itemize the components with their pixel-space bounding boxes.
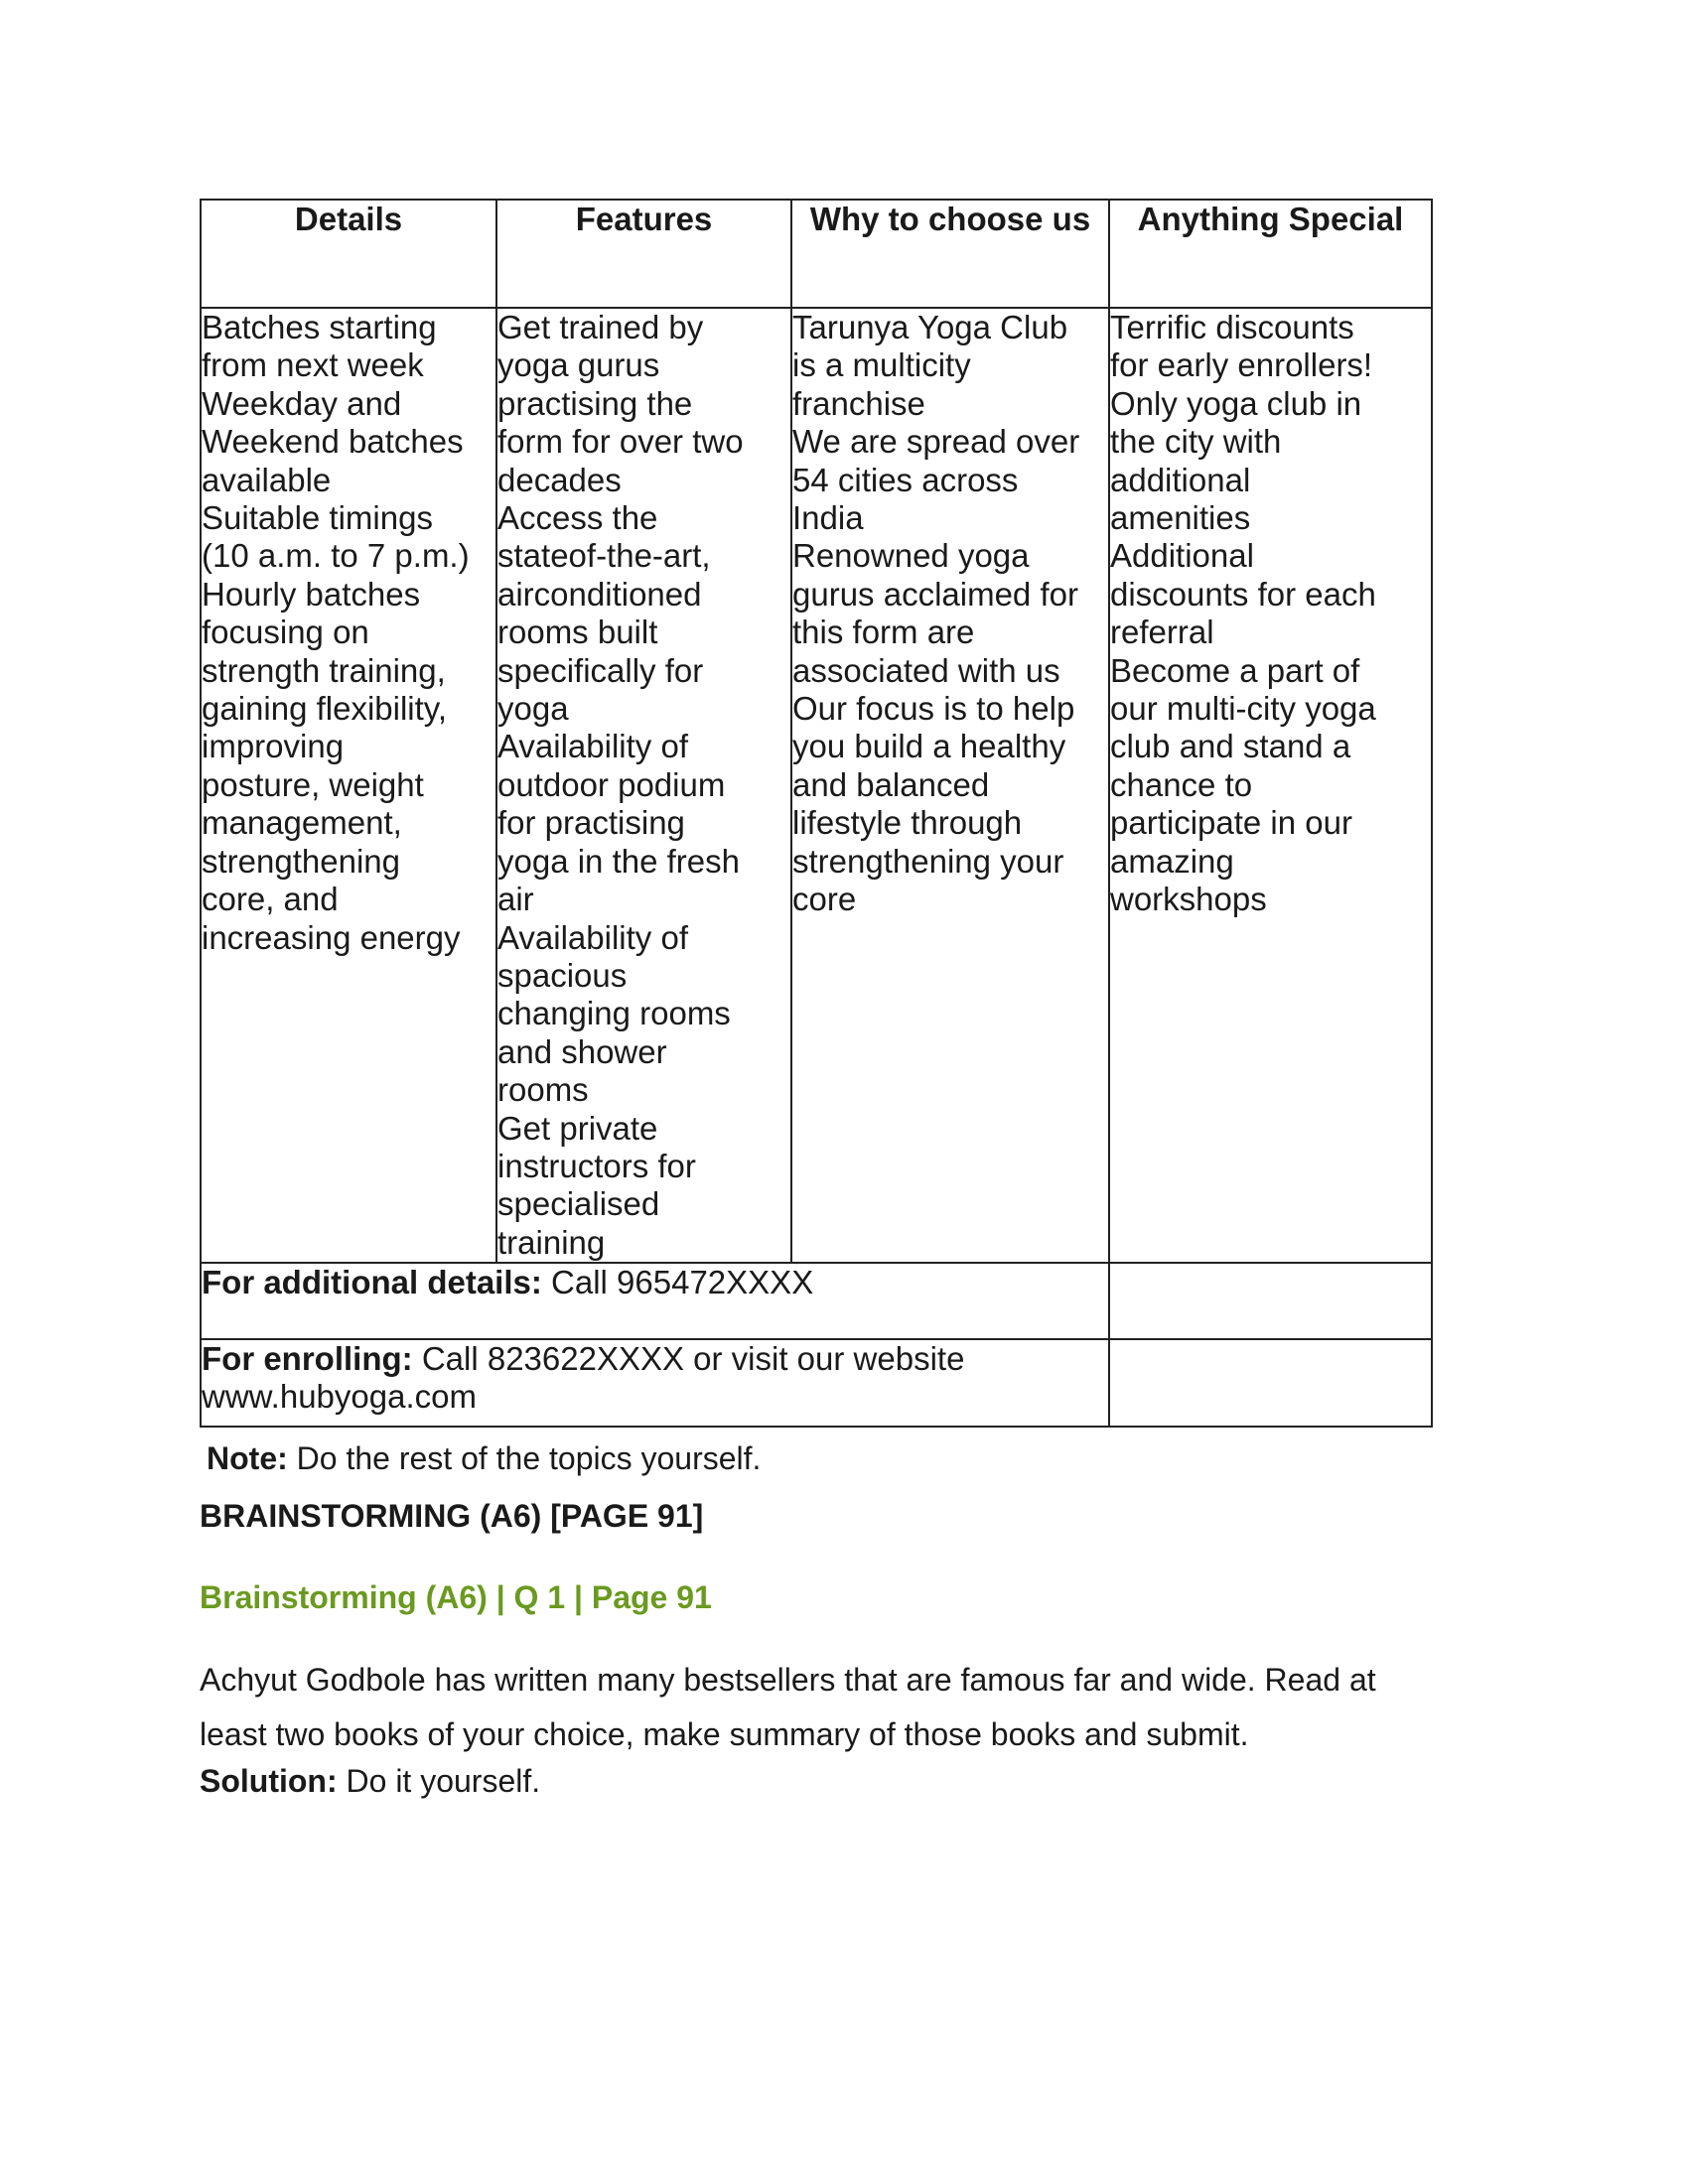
cell-text-line: 54 cities across [792,461,1019,498]
cell-text-line: Only yoga club in [1110,384,1362,422]
cell-text-line: associated with us [792,651,1060,689]
table-header-row [201,200,1432,308]
cell-text-line: gaining flexibility, [202,690,448,728]
cell-text-line: increasing energy [202,918,461,956]
section-heading: BRAINSTORMING (A6) [PAGE 91] [200,1498,704,1534]
cell-text-line: core [792,881,857,918]
cell-text-line: Additional [1110,537,1254,575]
cell-text-line: for practising [497,804,685,842]
enrolling-label: For enrolling: [202,1340,413,1378]
cell-text-line: airconditioned [497,575,702,613]
cell-text-line: (10 a.m. to 7 p.m.) [202,537,470,575]
cell-text-line: strength training, [202,651,446,689]
cell-text-line: training [497,1223,606,1261]
cell-text-line: posture, weight [202,765,424,803]
cell-text-line: rooms built [497,614,658,651]
additional-details-row [201,1263,1432,1339]
cell-text-line: and balanced [792,765,990,803]
anything-special-cell [1109,308,1432,1263]
cell-text-line: Get private [497,1109,658,1147]
cell-text-line: management, [202,804,402,842]
cell-text-line: franchise [792,384,925,422]
cell-text-line: strengthening [202,842,400,880]
cell-text-line: for early enrollers! [1110,346,1373,384]
cell-text-line: available [202,461,332,498]
cell-text-line: this form are [792,614,975,651]
website-text: www.hubyoga.com [202,1378,477,1416]
cell-text-line: air [497,881,534,918]
cell-text-line: yoga in the fresh [497,842,740,880]
details-cell [201,308,496,1263]
cell-text-line: referral [1110,614,1214,651]
cell-text-line: amazing [1110,842,1234,880]
cell-text-line: rooms [497,1071,589,1109]
cell-text-line: instructors for [497,1147,696,1184]
cell-text-line: participate in our [1110,804,1352,842]
cell-text-line: our multi-city yoga [1110,690,1376,728]
question-text [200,1653,1431,1762]
cell-text-line: lifestyle through [792,804,1023,842]
cell-text-line: chance to [1110,765,1253,803]
cell-text-line: Hourly batches [202,575,421,613]
enrolling-row [201,1339,1432,1427]
cell-text-line: and shower [497,1032,667,1070]
header-details: Details [201,200,496,308]
cell-text-line: specifically for [497,651,704,689]
empty-cell [1109,1263,1432,1339]
cell-text-line: workshops [1110,881,1267,918]
table-body-row [201,308,1432,1263]
question-line-1: Achyut Godbole has written many bestsellers that are famous far and wide. Read at [200,1662,1376,1698]
cell-text-line: Weekday and [202,384,402,422]
note-label: Note: [207,1440,288,1476]
empty-cell [1109,1339,1432,1427]
solution-text: Do it yourself. [337,1763,541,1799]
cell-text-line: focusing on [202,614,369,651]
cell-text-line: improving [202,728,345,765]
cell-text-line: the city with [1110,423,1282,461]
cell-text-line: Tarunya Yoga Club [792,309,1068,345]
cell-text-line: amenities [1110,499,1251,537]
cell-text-line: yoga gurus [497,346,660,384]
cell-text-line: strengthening your [792,842,1064,880]
cell-text-line: yoga [497,690,569,728]
question-heading: Brainstorming (A6) | Q 1 | Page 91 [200,1579,712,1615]
cell-text-line: form for over two [497,423,744,461]
additional-details-cell [201,1263,1109,1339]
features-cell [496,308,791,1263]
cell-text-line: spacious [497,956,628,994]
cell-text-line: Weekend batches [202,423,464,461]
header-why-choose-us: Why to choose us [791,200,1109,308]
note-text: Do the rest of the topics yourself. [287,1440,762,1476]
cell-text-line: Terrific discounts [1110,309,1354,345]
cell-text-line: Get trained by [497,309,704,345]
cell-text-line: Suitable timings [202,499,433,537]
question-line-2: least two books of your choice, make summary of those books and submit. [200,1716,1249,1752]
enrolling-cell [201,1339,1109,1427]
cell-text-line: Batches starting [202,309,437,345]
cell-text-line: Availability of [497,918,688,956]
cell-text-line: from next week [202,346,424,384]
cell-text-line: Renowned yoga [792,537,1030,575]
cell-text-line: core, and [202,881,339,918]
cell-text-line: India [792,499,864,537]
why-choose-us-cell [791,308,1109,1263]
header-features: Features [496,200,791,308]
cell-text-line: changing rooms [497,995,731,1032]
cell-text-line: gurus acclaimed for [792,575,1078,613]
cell-text-line: Become a part of [1110,651,1360,689]
solution-label: Solution: [200,1763,338,1799]
cell-text-line: stateof-the-art, [497,537,711,575]
cell-text-line: specialised [497,1185,660,1223]
cell-text-line: club and stand a [1110,728,1351,765]
cell-text-line: is a multicity [792,346,971,384]
cell-text-line: We are spread over [792,423,1080,461]
yoga-offer-table [200,199,1433,1428]
cell-text-line: practising the [497,384,693,422]
cell-text-line: additional [1110,461,1251,498]
additional-details-text: Call 965472XXXX [541,1264,814,1301]
enrolling-text: Call 823622XXXX or visit our website [412,1340,965,1378]
note-line [207,1439,761,1477]
header-anything-special: Anything Special [1109,200,1432,308]
cell-text-line: decades [497,461,622,498]
solution-line [200,1762,540,1800]
additional-details-label: For additional details: [202,1264,542,1301]
cell-text-line: you build a healthy [792,728,1066,765]
cell-text-line: Access the [497,499,658,537]
cell-text-line: discounts for each [1110,575,1376,613]
cell-text-line: Availability of [497,728,688,765]
cell-text-line: outdoor podium [497,765,726,803]
cell-text-line: Our focus is to help [792,690,1075,728]
